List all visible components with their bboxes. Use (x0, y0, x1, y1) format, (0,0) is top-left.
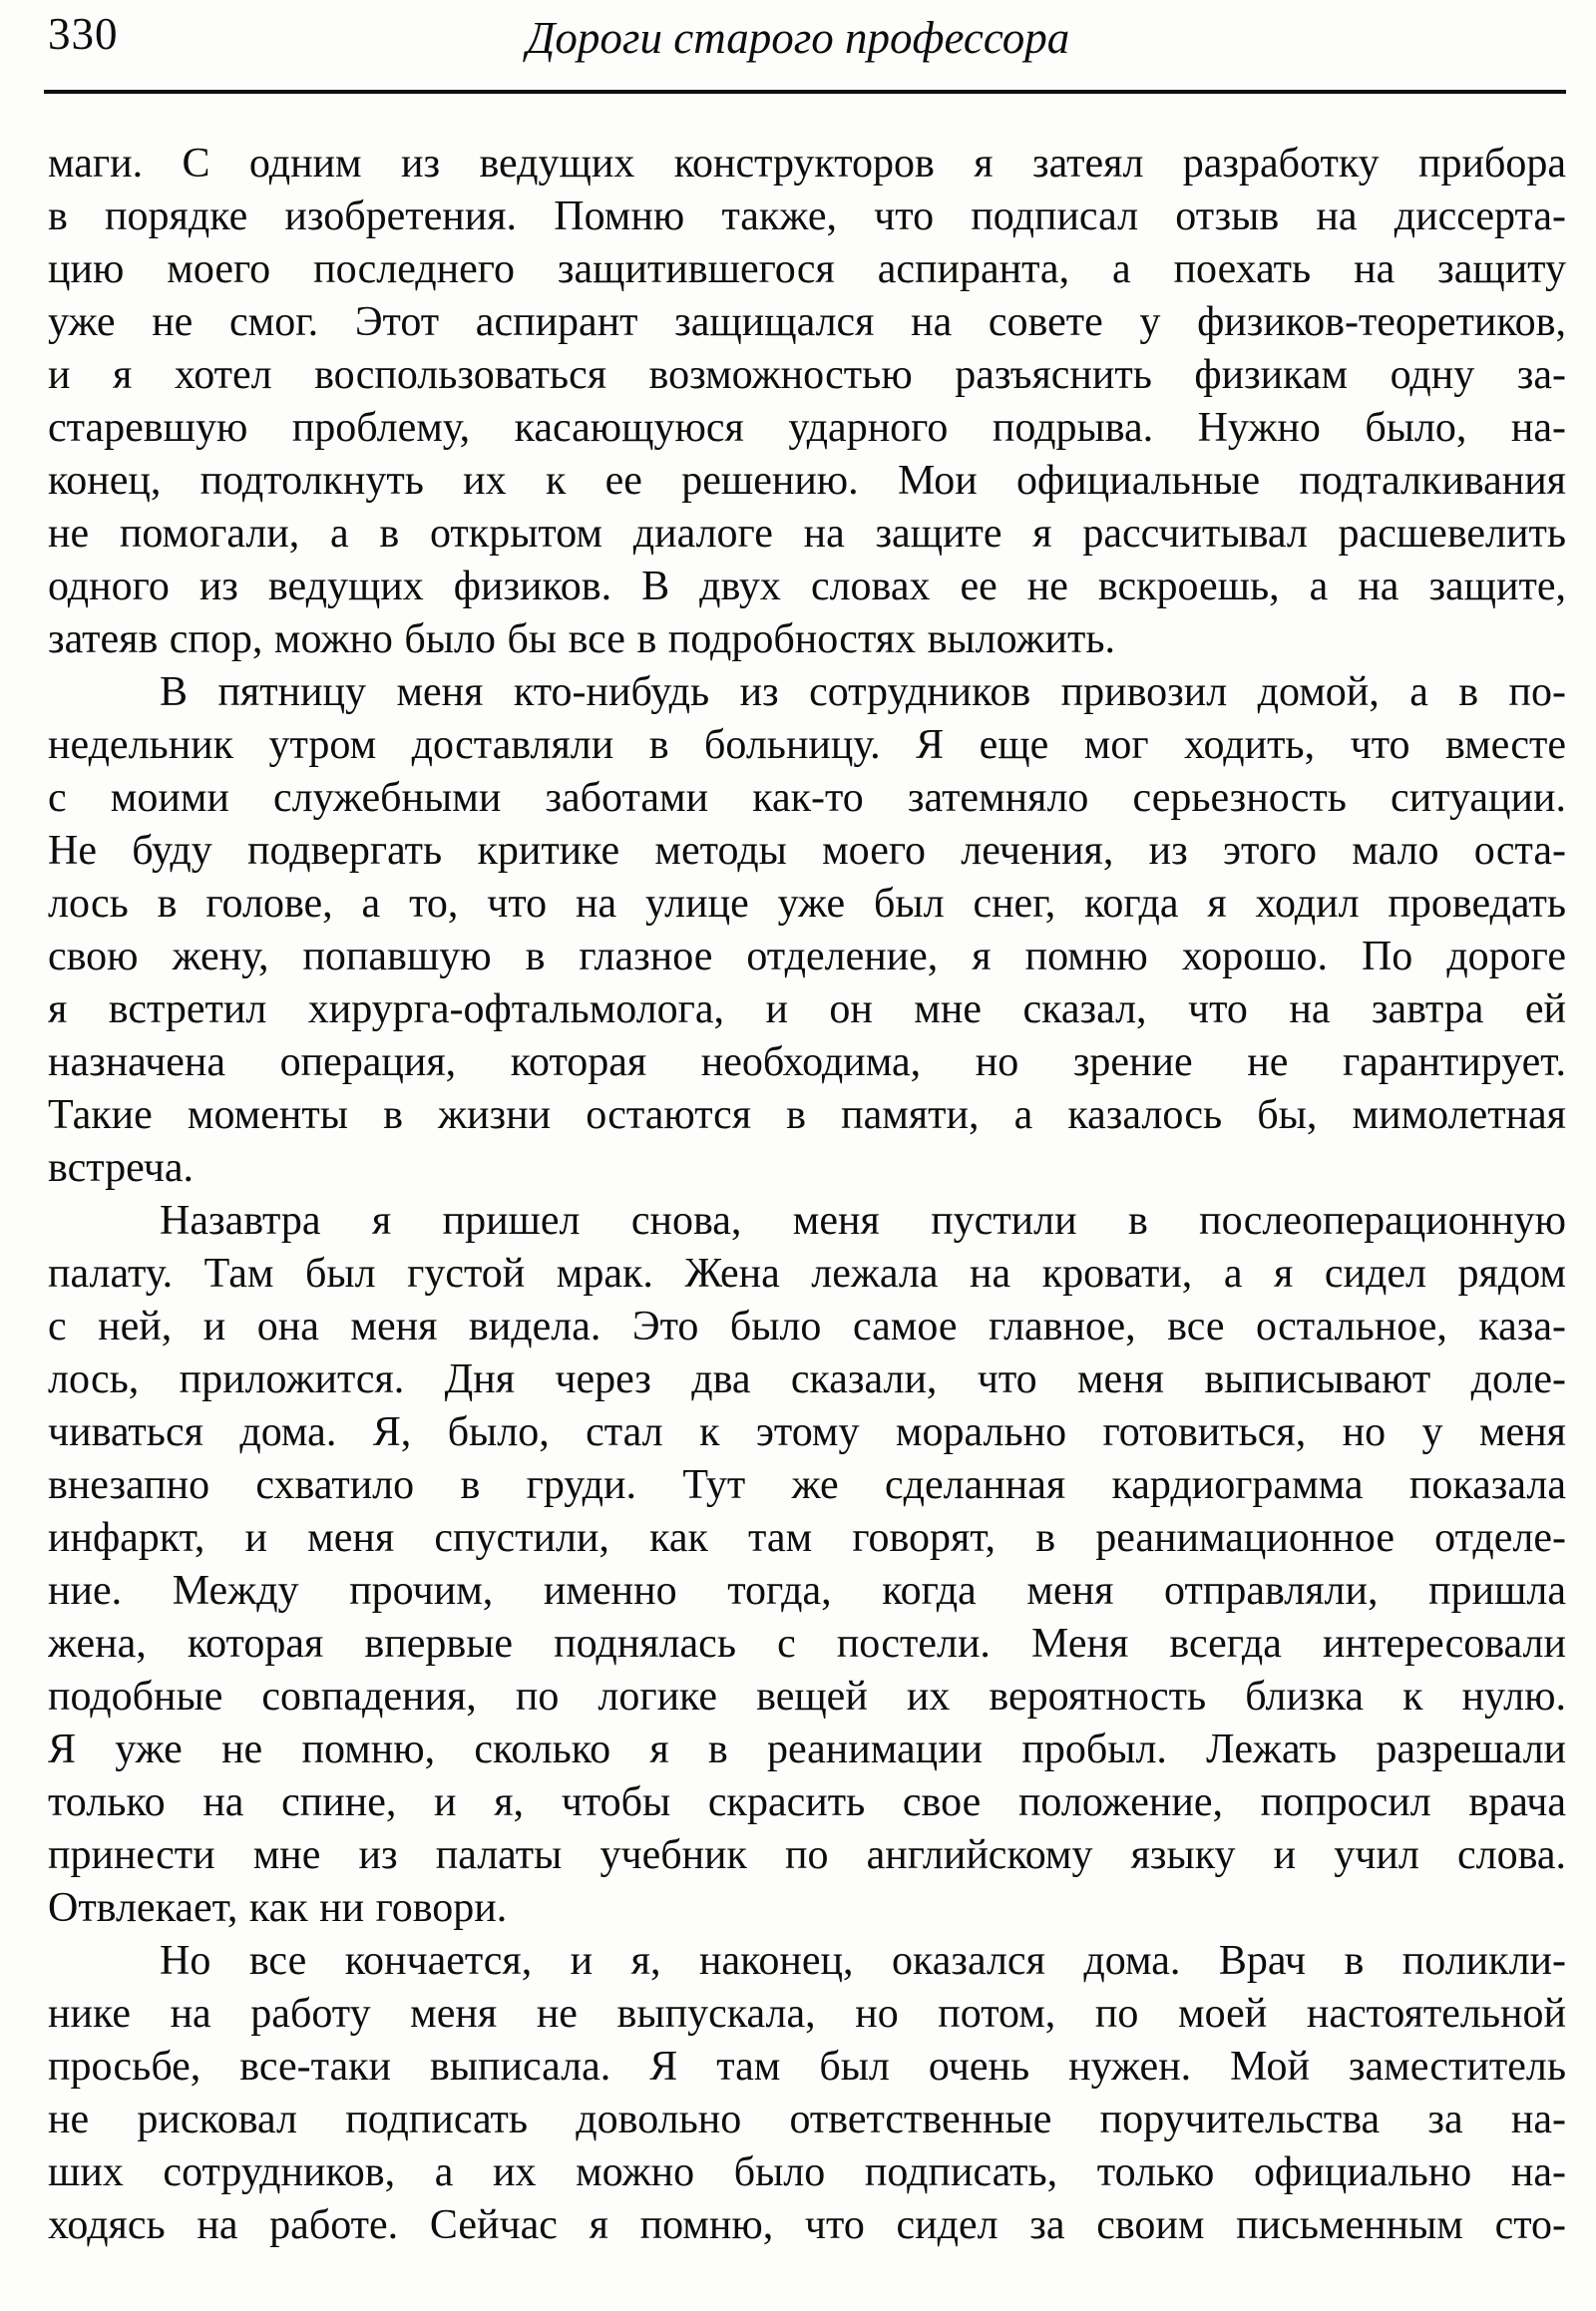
text-line: ших сотрудников, а их можно было подписать, только официально на- (48, 2149, 1566, 2195)
text-line: лось, приложится. Дня через два сказали, что меня выписывают доле- (48, 1356, 1566, 1402)
text-line: встреча. (48, 1145, 194, 1191)
text-line: Я уже не помню, сколько я в реанимации пробыл. Лежать разрешали (48, 1727, 1566, 1772)
text-block (48, 138, 1566, 2252)
text-line: нике на работу меня не выпускала, но потом, по моей настоятельной (48, 1991, 1566, 2037)
text-line: конец, подтолкнуть их к ее решению. Мои официальные подталкивания (48, 458, 1566, 504)
text-line: Не буду подвергать критике методы моего лечения, из этого мало оста- (48, 828, 1566, 874)
text-line: принести мне из палаты учебник по английскому языку и учил слова. (48, 1832, 1566, 1878)
paragraph (48, 666, 1566, 1195)
text-line: в порядке изобретения. Помню также, что подписал отзыв на диссерта- (48, 193, 1566, 239)
paragraph (48, 1935, 1566, 2252)
running-title: Дороги старого профессора (526, 13, 1070, 63)
text-line: одного из ведущих физиков. В двух словах ее не вскроешь, а на защите, (48, 564, 1566, 609)
text-line: палату. Там был густой мрак. Жена лежала на кровати, а я сидел рядом (48, 1251, 1566, 1297)
paragraph (48, 1195, 1566, 1935)
text-line: чиваться дома. Я, было, стал к этому морально готовиться, но у меня (48, 1409, 1566, 1455)
text-line: ние. Между прочим, именно тогда, когда меня отправляли, пришла (48, 1568, 1566, 1614)
text-line: не рисковал подписать довольно ответственные поручительства за на- (48, 2097, 1566, 2142)
text-line: затеяв спор, можно было бы все в подробностях выложить. (48, 616, 1116, 662)
text-line: Отвлекает, как ни говори. (48, 1885, 508, 1931)
text-line: с ней, и она меня видела. Это было самое главное, все остальное, каза- (48, 1304, 1566, 1349)
text-line: не помогали, а в открытом диалоге на защите я рассчитывал расшевелить (48, 511, 1566, 557)
text-line: недельник утром доставляли в больницу. Я еще мог ходить, что вместе (48, 722, 1566, 768)
text-line: В пятницу меня кто-нибудь из сотрудников привозил домой, а в по- (160, 669, 1566, 715)
text-line: Назавтра я пришел снова, меня пустили в послеоперационную (160, 1198, 1566, 1244)
header-rule (44, 90, 1566, 94)
text-line: назначена операция, которая необходима, но зрение не гарантирует. (48, 1039, 1566, 1085)
text-line: только на спине, и я, чтобы скрасить свое положение, попросил врача (48, 1779, 1566, 1825)
text-line: с моими служебными заботами как-то затемняло серьезность ситуации. (48, 775, 1566, 821)
text-line: Такие моменты в жизни остаются в памяти, а казалось бы, мимолетная (48, 1092, 1566, 1138)
page-header (0, 0, 1596, 74)
text-line: подобные совпадения, по логике вещей их вероятность близка к нулю. (48, 1674, 1566, 1720)
text-line: свою жену, попавшую в глазное отделение, я помню хорошо. По дороге (48, 934, 1566, 979)
text-line: лось в голове, а то, что на улице уже был снег, когда я ходил проведать (48, 881, 1566, 927)
text-line: внезапно схватило в груди. Тут же сделанная кардиограмма показала (48, 1462, 1566, 1508)
page-number: 330 (48, 9, 119, 59)
paragraph (48, 138, 1566, 666)
text-line: жена, которая впервые поднялась с постели. Меня всегда интересовали (48, 1621, 1566, 1667)
text-line: я встретил хирурга-офтальмолога, и он мне сказал, что на завтра ей (48, 986, 1566, 1032)
text-line: и я хотел воспользоваться возможностью разъяснить физикам одну за- (48, 352, 1566, 398)
text-line: цию моего последнего защитившегося аспиранта, а поехать на защиту (48, 246, 1566, 292)
text-line: старевшую проблему, касающуюся ударного подрыва. Нужно было, на- (48, 405, 1566, 451)
text-line: Но все кончается, и я, наконец, оказался дома. Врач в поликли- (160, 1938, 1566, 1984)
text-line: маги. С одним из ведущих конструкторов я затеял разработку прибора (48, 141, 1566, 187)
text-line: инфаркт, и меня спустили, как там говорят, в реанимационное отделе- (48, 1515, 1566, 1561)
text-line: ходясь на работе. Сейчас я помню, что сидел за своим письменным сто- (48, 2202, 1566, 2248)
text-line: уже не смог. Этот аспирант защищался на совете у физиков-теоретиков, (48, 299, 1566, 345)
text-line: просьбе, все-таки выписала. Я там был очень нужен. Мой заместитель (48, 2044, 1566, 2090)
